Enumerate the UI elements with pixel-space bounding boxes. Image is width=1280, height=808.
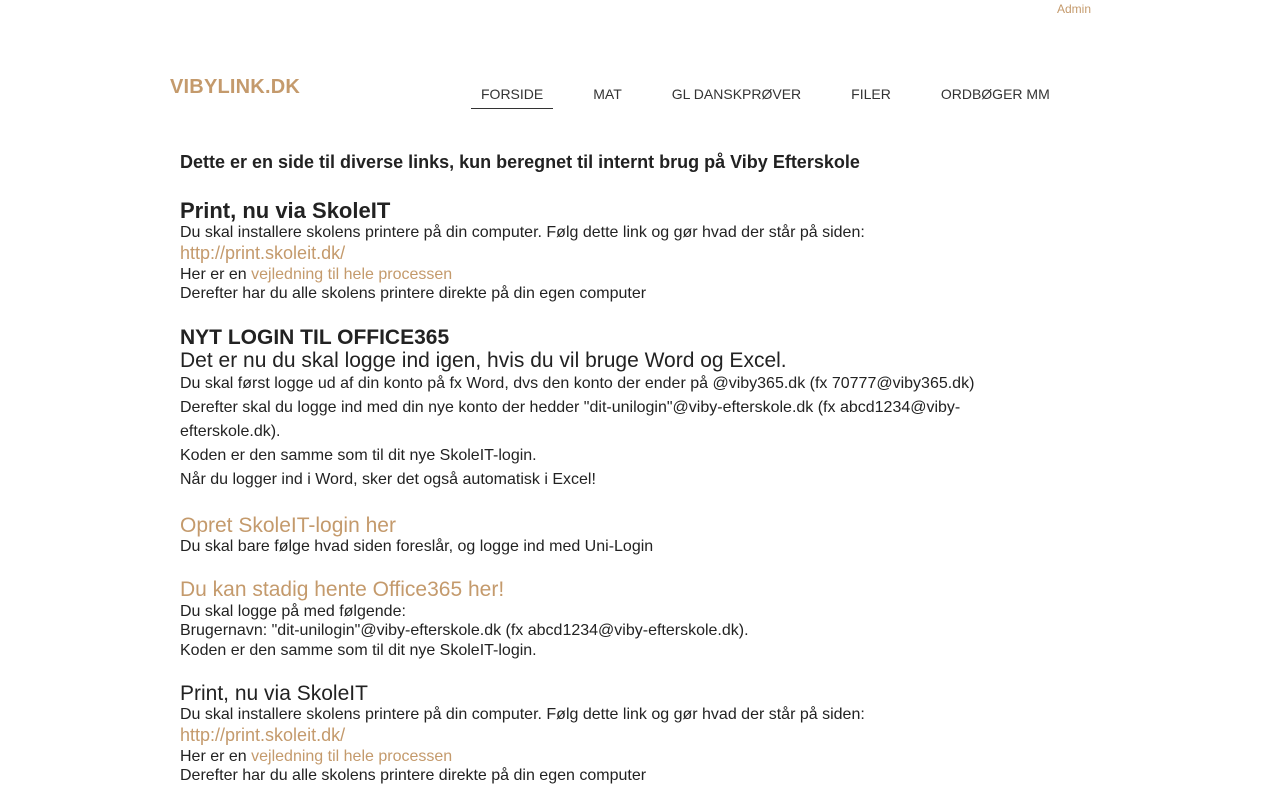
main-nav	[471, 85, 1060, 109]
guide-link[interactable]: vejledning til hele processen	[251, 265, 453, 283]
guide-prefix-2: Her er en	[180, 747, 252, 765]
skoleit-section	[180, 514, 980, 557]
office365-line-1: Du skal logge på med følgende:	[180, 602, 406, 620]
print-section-2	[180, 682, 980, 786]
office365-download-link[interactable]: Du kan stadig hente Office365 her!	[180, 578, 505, 602]
print-section-1	[180, 199, 980, 304]
print-instructions-2: Du skal installere skolens printere på din computer. Følg dette link og gør hvad der står på siden:	[180, 706, 865, 724]
nav-item-ordboeger[interactable]: ORDBØGER MM	[940, 86, 1050, 102]
office-step-2: Derefter skal du logge ind med din nye konto der hedder "dit-unilogin"@viby-efterskole.dk (fx abcd1234@viby-efterskole.dk).	[180, 398, 961, 440]
main-content	[180, 152, 980, 808]
office-step-4: Når du logger ind i Word, sker det også automatisk i Excel!	[180, 470, 596, 488]
nav-item-gl-danskproever[interactable]: GL DANSKPRØVER	[671, 86, 802, 102]
intro-text: Dette er en side til diverse links, kun beregnet til internt brug på Viby Efterskole	[180, 152, 860, 172]
office-step-3: Koden er den samme som til dit nye SkoleIT-login.	[180, 446, 537, 464]
guide-prefix: Her er en	[180, 265, 252, 283]
guide-link-2[interactable]: vejledning til hele processen	[251, 747, 453, 765]
print-result-text: Derefter har du alle skolens printere direkte på din egen computer	[180, 285, 647, 303]
print-result-text-2: Derefter har du alle skolens printere direkte på din egen computer	[180, 767, 647, 785]
print-title-2: Print, nu via SkoleIT	[180, 682, 368, 706]
skoleit-instructions: Du skal bare følge hvad siden foreslår, og logge ind med Uni-Login	[180, 537, 654, 555]
guide-line	[180, 265, 980, 285]
skoleit-login-link[interactable]: Opret SkoleIT-login her	[180, 513, 396, 537]
print-url-link-2[interactable]: http://print.skoleit.dk/	[180, 724, 346, 745]
nav-item-mat[interactable]: MAT	[593, 86, 622, 102]
office365-line-3: Koden er den samme som til dit nye SkoleIT-login.	[180, 641, 537, 659]
guide-line-2	[180, 747, 980, 767]
office365-line-2: Brugernavn: "dit-unilogin"@viby-efterskole.dk (fx abcd1234@viby-efterskole.dk).	[180, 622, 749, 640]
office-step-1: Du skal først logge ud af din konto på fx Word, dvs den konto der ender på @viby365.dk (fx 70777@viby365.dk)	[180, 374, 975, 392]
site-logo[interactable]: VIBYLINK.DK	[170, 76, 300, 98]
print-instructions: Du skal installere skolens printere på din computer. Følg dette link og gør hvad der står på siden:	[180, 224, 865, 242]
admin-link[interactable]: Admin	[1057, 2, 1092, 16]
print-title: Print, nu via SkoleIT	[180, 197, 391, 223]
nav-item-forside[interactable]: FORSIDE	[471, 85, 553, 109]
office-login-section	[180, 326, 980, 492]
office365-section	[180, 578, 980, 660]
nav-item-filer[interactable]: FILER	[851, 86, 891, 102]
print-url-link[interactable]: http://print.skoleit.dk/	[180, 242, 346, 263]
office-login-title: NYT LOGIN TIL OFFICE365	[180, 325, 450, 349]
office-login-subtitle: Det er nu du skal logge ind igen, hvis du vil bruge Word og Excel.	[180, 348, 787, 372]
